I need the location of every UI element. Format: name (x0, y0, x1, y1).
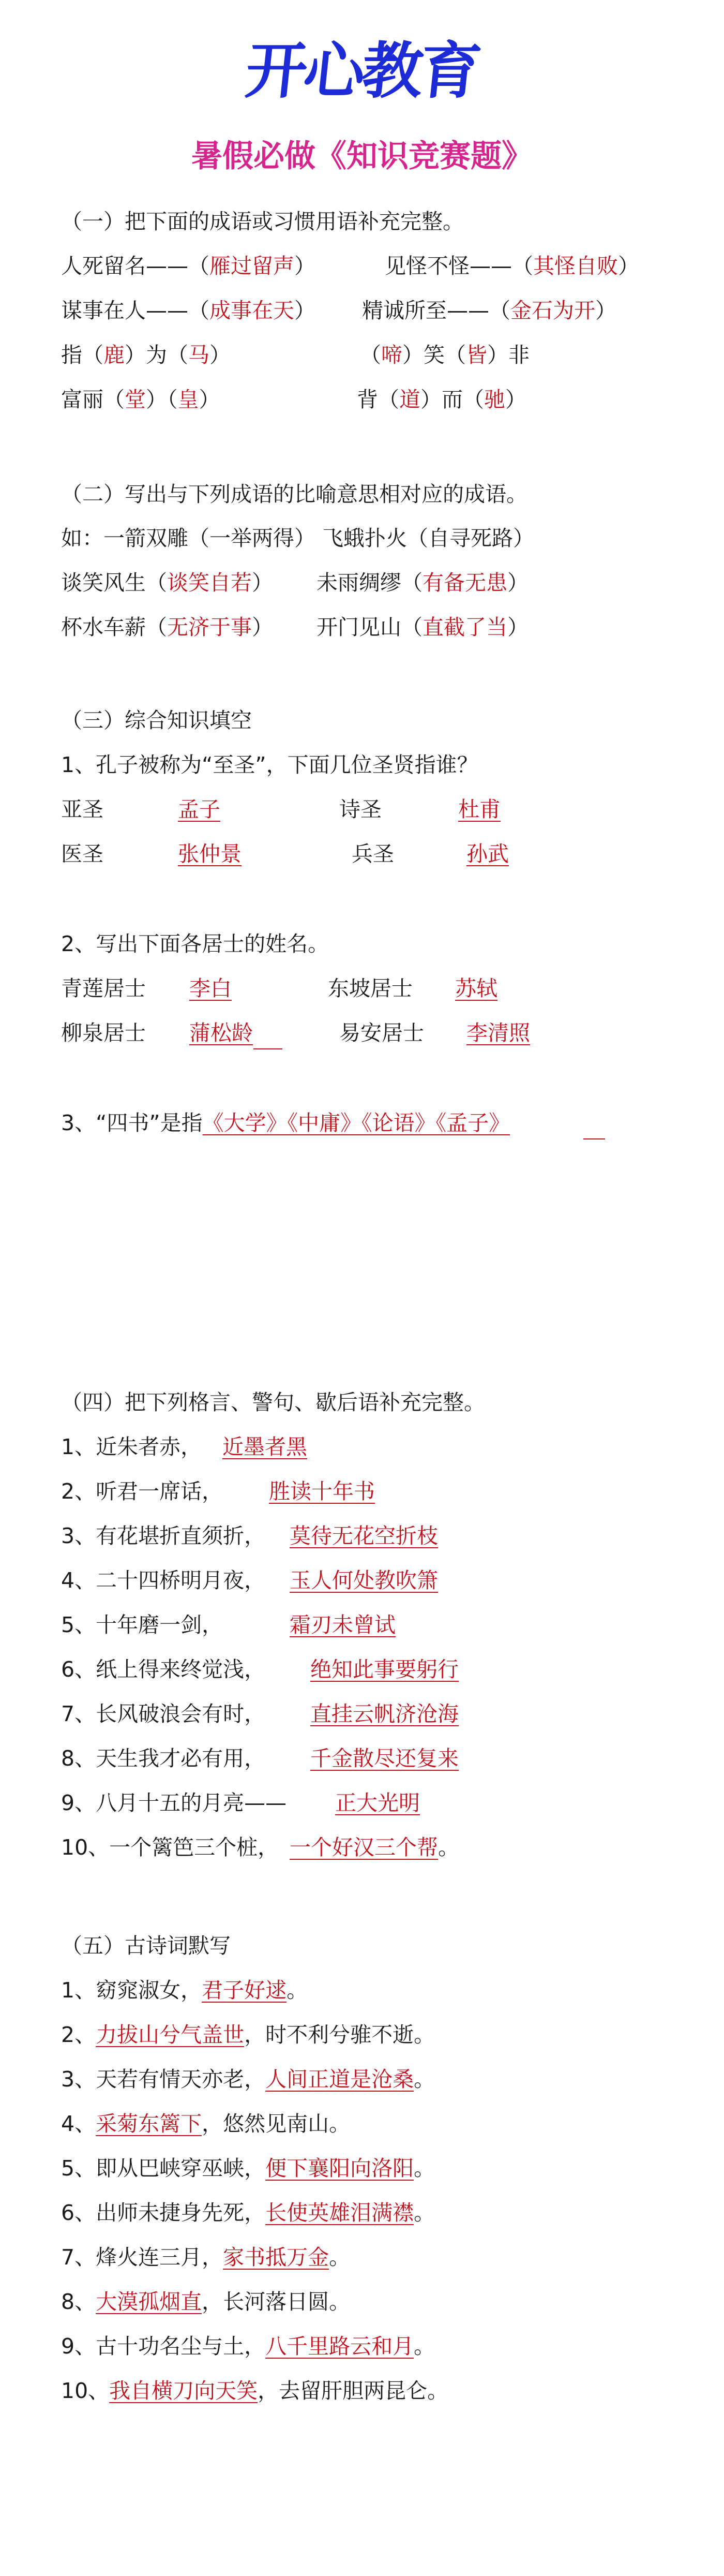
section-1-title: （一）把下面的成语或习惯用语补充完整。 (61, 209, 464, 234)
maxim-answer: 千金散尽还复来 (310, 1746, 459, 1771)
poem-answer: 人间正道是沧桑 (265, 2067, 414, 2092)
poem-rest: 。 (414, 2067, 435, 2092)
punctuation: 。 (438, 1835, 459, 1860)
answer-text: 马 (188, 343, 209, 367)
poem-rest: 。 (414, 2156, 435, 2181)
poem-answer: 大漠孤烟直 (96, 2289, 202, 2314)
s3-q1-answer: 孟子 (178, 797, 220, 822)
maxim-answer-row (290, 1523, 438, 1548)
s3-q2-label: 青莲居士 (61, 976, 146, 1001)
maxim-question: 8、天生我才必有用， (61, 1746, 266, 1771)
poem-rest: ，时不利兮骓不逝。 (244, 2022, 435, 2047)
maxim-answer-row (290, 1570, 438, 1591)
poem-line (61, 2291, 350, 2313)
question-text: 未雨绸缪（ (316, 570, 423, 595)
s3-q2-label: 易安居士 (339, 1020, 424, 1045)
s2-row1-right (316, 572, 529, 594)
s3-q1-answer: 张仲景 (178, 841, 242, 866)
s2-row2-left (61, 617, 273, 638)
question-text: ）为（ (125, 343, 188, 367)
poem-answer: 力拔山兮气盖世 (96, 2022, 245, 2047)
s3-q2-label: 柳泉居士 (61, 1020, 146, 1045)
answer-text: 谈笑自若 (167, 570, 252, 595)
section-3-title: （三）综合知识填空 (61, 708, 252, 733)
poem-line (61, 2202, 435, 2224)
maxim-question: 7、长风破浪会有时， (61, 1701, 266, 1726)
maxim-question: 1、近朱者赤， (61, 1434, 202, 1459)
poem-prompt: 6、出师未捷身先死， (61, 2200, 266, 2225)
maxim-answer-row (310, 1659, 459, 1680)
question-text: 谋事在人——（ (61, 298, 209, 323)
bracket: ） (507, 615, 529, 640)
s3-q1-label: 亚圣 (61, 797, 103, 822)
question-text: 3、“四书”是指 (61, 1111, 203, 1135)
answer-text: 驰 (484, 387, 505, 412)
s1-row3-right (360, 345, 530, 366)
poem-rest: ，去留肝胆两昆仑。 (258, 2378, 449, 2403)
poem-prompt: 7、烽火连三月， (61, 2245, 223, 2270)
maxim-answer: 玉人何处教吹箫 (290, 1568, 438, 1593)
maxim-question: 5、十年磨一剑， (61, 1612, 223, 1637)
maxim-answer: 直挂云帆济沧海 (310, 1701, 459, 1726)
s3-q2-label: 东坡居士 (328, 976, 413, 1001)
bracket: ） (505, 387, 526, 412)
maxim-answer: 霜刃未曾试 (290, 1612, 396, 1637)
s3-question-1: 1、孔子被称为“至圣”，下面几位圣贤指谁？ (61, 752, 478, 777)
answer-text: 皆 (466, 343, 487, 367)
question-text: 谈笑风生（ (61, 570, 167, 595)
maxim-answer: 正大光明 (335, 1790, 420, 1815)
question-text: 背（ (357, 387, 399, 412)
bracket: ） (507, 570, 529, 595)
poem-rest: ，长河落日圆。 (202, 2289, 351, 2314)
answer-text: 道 (399, 387, 420, 412)
s3-q2-answer: 蒲松龄 (189, 1020, 253, 1045)
s2-row1-left (61, 572, 273, 594)
question-text: ）（ (146, 387, 178, 412)
poem-prompt: 10、 (61, 2378, 110, 2403)
s1-row4-left (61, 389, 220, 410)
maxim-question: 6、纸上得来终觉浅， (61, 1657, 266, 1682)
maxim-answer: 一个好汉三个帮 (290, 1835, 438, 1860)
poem-prompt: 1、窈窕淑女， (61, 1978, 202, 2003)
bracket: ） (252, 615, 273, 640)
s3-q2-answer: 李清照 (466, 1020, 530, 1045)
s3-q2-answer: 苏轼 (455, 976, 497, 1001)
bracket: ） (209, 343, 231, 367)
poem-answer: 长使英雄泪满襟 (265, 2200, 414, 2225)
s1-row4-right (357, 389, 526, 410)
poem-line (61, 2158, 435, 2179)
answer-text: 直截了当 (423, 615, 507, 640)
poem-rest: ，悠然见南山。 (202, 2111, 351, 2136)
maxim-answer-row (290, 1837, 459, 1858)
maxim-answer-row (269, 1481, 375, 1502)
maxim-answer-row (290, 1612, 396, 1637)
maxim-answer: 绝知此事要躬行 (310, 1657, 459, 1682)
poem-answer: 便下襄阳向洛阳 (265, 2156, 414, 2181)
s1-row1-right (385, 256, 639, 277)
maxim-answer: 胜读十年书 (269, 1479, 375, 1504)
answer-text: 其怪自败 (533, 254, 618, 278)
poem-prompt: 3、天若有情天亦老， (61, 2067, 266, 2092)
poem-rest: 。 (414, 2200, 435, 2225)
poem-line (61, 2113, 350, 2135)
s1-row2-left (61, 300, 315, 321)
answer-text: 鹿 (103, 343, 125, 367)
maxim-question: 10、一个篱笆三个桩， (61, 1835, 279, 1860)
s3-q1-answer: 孙武 (466, 841, 509, 866)
bracket: ） (294, 254, 315, 278)
s3-q1-label: 诗圣 (339, 797, 382, 822)
answer-text: 有备无患 (423, 570, 507, 595)
question-text: ）笑（ (402, 343, 466, 367)
section-5-title: （五）古诗词默写 (61, 1933, 231, 1958)
question-text: 开门见山（ (316, 615, 423, 640)
poem-answer: 君子好逑 (202, 1978, 287, 2003)
underline-extension (253, 1048, 282, 1049)
question-text: 指（ (61, 343, 103, 367)
poem-line (61, 2380, 448, 2402)
question-text: ）而（ (420, 387, 484, 412)
s2-row2-right (316, 617, 529, 638)
maxim-question: 3、有花堪折直须折， (61, 1523, 266, 1548)
s2-example: 如：一箭双雕（一举两得） 飞蛾扑火（自寻死路） (61, 526, 535, 551)
page-title: 暑假必做《知识竞赛题》 (191, 138, 533, 174)
poem-answer: 采菊东篱下 (96, 2111, 202, 2136)
maxim-answer: 莫待无花空折枝 (290, 1523, 438, 1548)
s3-question-3 (61, 1113, 510, 1134)
bracket: ） (595, 298, 616, 323)
s1-row1-left (61, 256, 315, 277)
bracket: ） (618, 254, 639, 278)
answer-text: 成事在天 (209, 298, 294, 323)
s1-row3-left (61, 345, 231, 366)
answer-text: 金石为开 (510, 298, 595, 323)
maxim-answer-row (222, 1434, 307, 1459)
s3-q1-answer: 杜甫 (458, 797, 501, 822)
bracket: ） (294, 298, 315, 323)
question-text: 杯水车薪（ (61, 615, 167, 640)
maxim-question: 4、二十四桥明月夜， (61, 1568, 266, 1593)
poem-line (61, 2069, 435, 2090)
brand-logo: 开心教育 (242, 35, 482, 107)
bracket: （ (360, 343, 381, 367)
poem-answer: 八千里路云和月 (265, 2334, 414, 2359)
poem-answer: 家书抵万金 (223, 2245, 329, 2270)
underline-extension (583, 1138, 605, 1139)
poem-prompt: 8、 (61, 2289, 96, 2314)
poem-prompt: 2、 (61, 2022, 96, 2047)
maxim-answer-row (335, 1790, 420, 1815)
maxim-question: 9、八月十五的月亮—— (61, 1790, 287, 1815)
bracket: ） (199, 387, 220, 412)
section-4-title: （四）把下列格言、警句、歇后语补充完整。 (61, 1390, 485, 1415)
question-text: 富丽（ (61, 387, 125, 412)
maxim-answer-row (310, 1748, 459, 1769)
bracket: ） (252, 570, 273, 595)
question-text: 见怪不怪——（ (385, 254, 533, 278)
maxim-answer-row (310, 1701, 459, 1726)
poem-prompt: 5、即从巴峡穿巫峡， (61, 2156, 266, 2181)
poem-rest: 。 (286, 1978, 308, 2003)
poem-line (61, 1980, 308, 2001)
maxim-question: 2、听君一席话， (61, 1479, 223, 1504)
s3-question-2: 2、写出下面各居士的姓名。 (61, 931, 329, 956)
poem-rest: 。 (414, 2334, 435, 2359)
poem-line (61, 2024, 435, 2046)
s1-row2-right (362, 300, 616, 321)
poem-rest: 。 (329, 2245, 351, 2270)
poem-prompt: 9、古十功名尘与土， (61, 2334, 266, 2359)
section-2-title: （二）写出与下列成语的比喻意思相对应的成语。 (61, 482, 527, 507)
poem-line (61, 2336, 435, 2357)
question-text: 精诚所至——（ (362, 298, 510, 323)
poem-answer: 我自横刀向天笑 (109, 2378, 258, 2403)
s3-q2-answer: 李白 (189, 976, 232, 1001)
poem-prompt: 4、 (61, 2111, 96, 2136)
maxim-answer: 近墨者黑 (222, 1434, 307, 1459)
question-text: ）非 (487, 343, 530, 367)
s3-q1-label: 兵圣 (352, 841, 394, 866)
poem-line (61, 2247, 350, 2268)
answer-text: 无济于事 (167, 615, 252, 640)
answer-text: 雁过留声 (209, 254, 294, 278)
answer-text: 《大学》《中庸》《论语》《孟子》 (202, 1111, 510, 1135)
question-text: 人死留名——（ (61, 254, 209, 278)
answer-text: 堂 (125, 387, 146, 412)
answer-text: 啼 (381, 343, 402, 367)
s3-q1-label: 医圣 (61, 841, 103, 866)
answer-text: 皇 (177, 387, 199, 412)
